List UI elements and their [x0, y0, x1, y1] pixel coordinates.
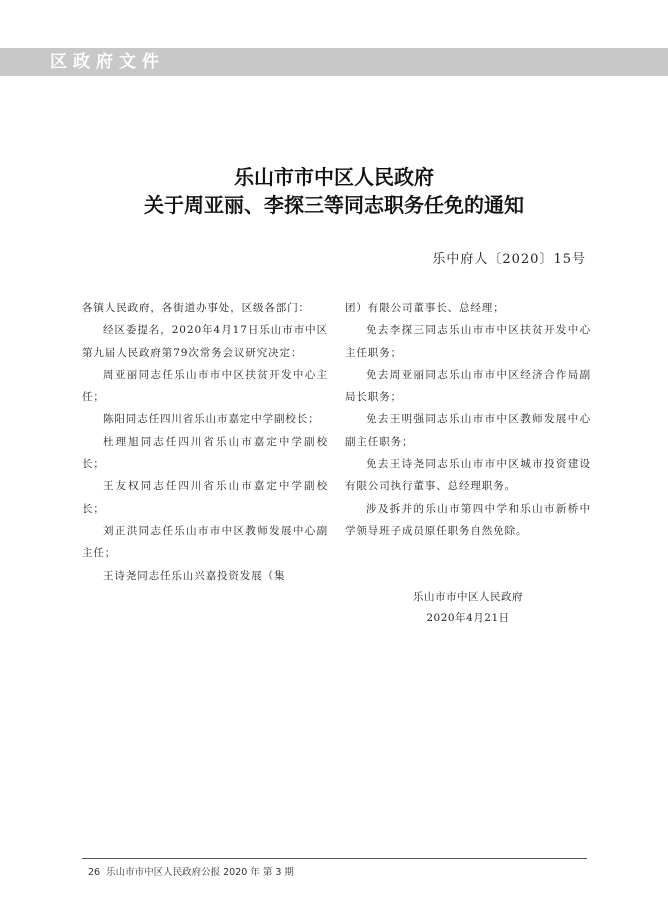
appointment-item: 王诗尧同志任乐山兴嘉投资发展（集 — [103, 569, 286, 582]
signature-date: 2020年4月21日 — [426, 612, 510, 624]
publication-name: 乐山市市中区人民政府公报 2020 年 第 3 期 — [106, 867, 294, 878]
closing-paragraph: 涉及拆并的乐山市第四中学和乐山市新桥中学领导班子成员原任职务自然免除。 — [345, 502, 591, 537]
body-column-left — [82, 297, 328, 587]
appointment-item-continued: 团）有限公司董事长、总经理； — [345, 302, 505, 314]
body-paragraph: 经区委提名，2020年4月17日乐山市市中区第九届人民政府第79次常务会议研究决定： — [82, 324, 328, 359]
appointment-item: 王友权同志任四川省乐山市嘉定中学副校长； — [82, 480, 328, 515]
addressee-paragraph: 各镇人民政府，各街道办事处，区级各部门： — [82, 302, 310, 314]
document-title-line-1: 乐山市市中区人民政府 — [234, 165, 434, 189]
removal-item: 免去王诗尧同志乐山市市中区城市投资建设有限公司执行董事、总经理职务。 — [345, 458, 591, 493]
page-number: 26 — [88, 867, 101, 878]
appointment-item: 杜理旭同志任四川省乐山市嘉定中学副校长； — [82, 435, 328, 471]
section-header-band — [0, 48, 668, 76]
document-number: 乐中府人〔2020〕15号 — [432, 252, 586, 267]
body-column-right — [345, 297, 591, 542]
removal-item: 免去李探三同志乐山市市中区扶贫开发中心主任职务； — [345, 324, 591, 359]
appointment-item: 周亚丽同志任乐山市市中区扶贫开发中心主任； — [82, 368, 328, 404]
signature-organization: 乐山市市中区人民政府 — [413, 591, 523, 603]
section-title: 区政府文件 — [50, 52, 165, 72]
removal-item: 免去周亚丽同志乐山市市中区经济合作局副局长职务； — [345, 368, 591, 404]
appointment-item: 陈阳同志任四川省乐山市嘉定中学副校长； — [103, 413, 320, 426]
appointment-item: 刘正洪同志任乐山市市中区教师发展中心副主任； — [82, 524, 328, 560]
footer-divider — [82, 858, 587, 859]
removal-item: 免去王明强同志乐山市市中区教师发展中心副主任职务； — [345, 413, 591, 448]
page-footer — [88, 864, 294, 878]
document-title-line-2: 关于周亚丽、李探三等同志职务任免的通知 — [144, 193, 524, 217]
